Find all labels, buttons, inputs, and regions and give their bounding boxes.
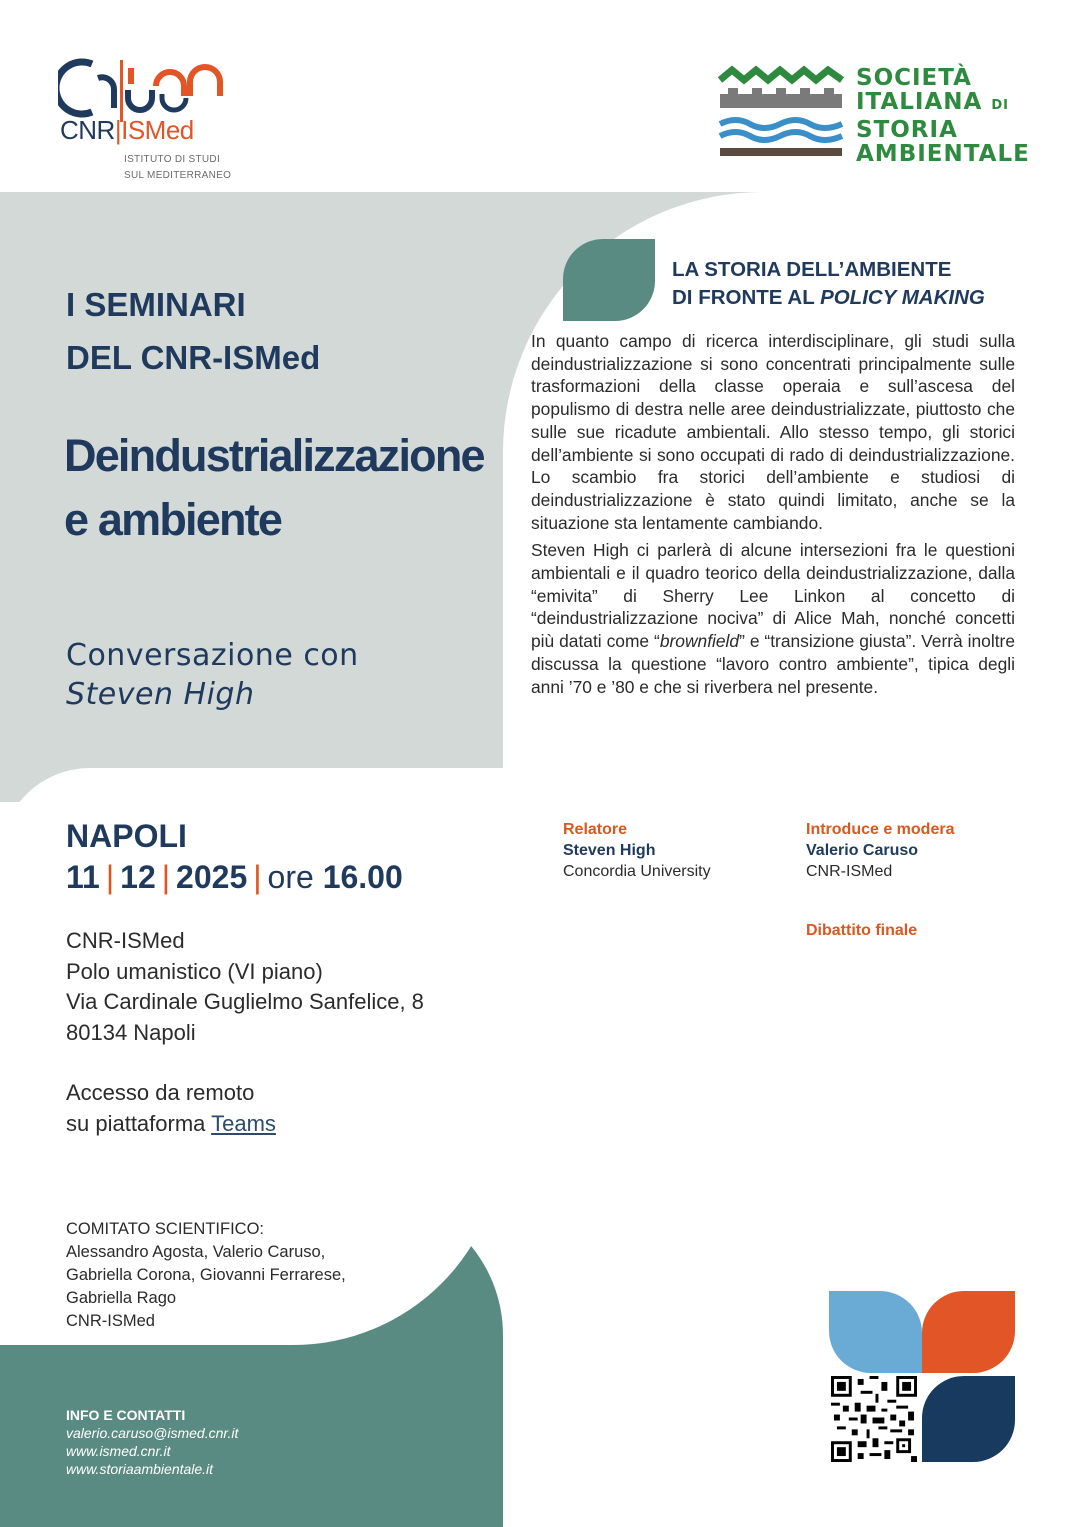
committee-line: CNR-ISMed bbox=[66, 1312, 155, 1330]
contact-site-link-1[interactable]: www.ismed.cnr.it bbox=[66, 1443, 171, 1459]
sisa-line-2-small: DI bbox=[991, 98, 1009, 113]
committee-line: Gabriella Rago bbox=[66, 1289, 177, 1307]
cnr-logo-left-text: CNR bbox=[60, 115, 115, 145]
decorative-orange-tile bbox=[922, 1291, 1015, 1373]
event-address bbox=[66, 926, 424, 1048]
section-heading-line-1: LA STORIA DELL’AMBIENTE bbox=[672, 258, 952, 281]
decorative-navy-tile bbox=[922, 1376, 1015, 1462]
address-line: CNR-ISMed bbox=[66, 928, 185, 953]
event-time-prefix: ore bbox=[267, 859, 314, 895]
section-heading bbox=[672, 256, 985, 312]
committee-line: Alessandro Agosta, Valerio Caruso, bbox=[66, 1243, 326, 1261]
address-line: Via Cardinale Guglielmo Sanfelice, 8 bbox=[66, 989, 424, 1014]
teams-link[interactable]: Teams bbox=[211, 1110, 276, 1136]
decorative-blue-tile bbox=[829, 1291, 922, 1373]
section-heading-line-2-italic: POLICY MAKING bbox=[820, 286, 985, 309]
contact-email-link[interactable]: valerio.caruso@ismed.cnr.it bbox=[66, 1425, 239, 1441]
contacts-block bbox=[66, 1406, 238, 1478]
cnr-logo-subtitle-1: ISTITUTO DI STUDI bbox=[124, 154, 221, 165]
section-body bbox=[531, 330, 1015, 703]
moderator-block bbox=[806, 819, 954, 882]
remote-line-1: Accesso da remoto bbox=[66, 1080, 255, 1105]
remote-access bbox=[66, 1078, 276, 1139]
event-time: 16.00 bbox=[322, 859, 403, 895]
closing-debate: Dibattito finale bbox=[806, 922, 918, 939]
event-title-line-1: Deindustrializzazione bbox=[64, 430, 484, 481]
brownfield-term: brownfield bbox=[659, 631, 740, 652]
scientific-committee bbox=[66, 1218, 346, 1333]
moderator-org: CNR-ISMed bbox=[806, 863, 893, 880]
series-title bbox=[66, 278, 320, 384]
event-title-line-2: e ambiente bbox=[64, 494, 282, 545]
cnr-logo-right-text: ISMed bbox=[121, 115, 194, 145]
event-month: 12 bbox=[120, 859, 156, 895]
cnr-logo-subtitle-2: SUL MEDITERRANEO bbox=[124, 170, 232, 181]
event-day: 11 bbox=[66, 859, 100, 895]
conversation-line bbox=[66, 636, 359, 714]
accent-leaf-shape bbox=[563, 239, 655, 321]
speaker-block bbox=[563, 819, 711, 882]
sisa-line-4: AMBIENTALE bbox=[856, 141, 1030, 167]
moderator-name: Valerio Caruso bbox=[806, 842, 919, 859]
remote-line-2-prefix: su piattaforma bbox=[66, 1110, 206, 1136]
event-date-time: 11 | 12 | 2025 | ore 16.00 bbox=[66, 859, 403, 895]
section-paragraph-2: Steven High ci parlerà di alcune intersezioni fra le questioni ambientali e il quadro teorico della deindustrializzazione, dalla “emivita” di Sherry Lee Linkon al concetto di “deindustrializzazione nociva” di Alice Mah, nonché concetti più datati come “brownfield” e “transizione giusta”. Verrà inoltre discussa la questione “lavoro contro ambiente”, tipica degli anni ’70 e ’80 e che si riverbera nel presente. bbox=[531, 540, 1016, 697]
cnr-ismed-logo: CNR|ISMed ISTITUTO DI STUDI SUL MEDITERRANEO bbox=[58, 56, 258, 186]
committee-line: Gabriella Corona, Giovanni Ferrarese, bbox=[66, 1266, 346, 1284]
sisa-logo bbox=[718, 64, 1030, 167]
sisa-logo-mark-icon bbox=[718, 64, 846, 160]
speaker-org: Concordia University bbox=[563, 863, 711, 880]
moderator-role: Introduce e modera bbox=[806, 821, 955, 838]
sisa-line-1: SOCIETÀ bbox=[856, 65, 972, 91]
address-line: Polo umanistico (VI piano) bbox=[66, 958, 323, 984]
conversation-speaker: Steven High bbox=[66, 677, 255, 712]
sisa-line-2: ITALIANA bbox=[856, 89, 983, 115]
contacts-title: INFO E CONTATTI bbox=[66, 1407, 186, 1423]
sisa-line-3: STORIA bbox=[856, 117, 958, 143]
series-title-line-2: DEL CNR-ISMed bbox=[66, 339, 321, 376]
address-line: 80134 Napoli bbox=[66, 1019, 196, 1045]
conversation-prefix: Conversazione con bbox=[66, 638, 359, 673]
speaker-name: Steven High bbox=[563, 842, 656, 859]
section-heading-line-2-prefix: DI FRONTE AL bbox=[672, 286, 815, 309]
event-year: 2025 bbox=[176, 859, 248, 895]
qr-code-icon[interactable] bbox=[831, 1376, 917, 1462]
series-title-line-1: I SEMINARI bbox=[66, 286, 246, 323]
event-title bbox=[64, 424, 484, 552]
contact-site-link-2[interactable]: www.storiaambientale.it bbox=[66, 1461, 214, 1477]
committee-title: COMITATO SCIENTIFICO: bbox=[66, 1220, 264, 1238]
event-city: NAPOLI bbox=[66, 818, 187, 854]
section-paragraph-1: In quanto campo di ricerca interdisciplinare, gli studi sulla deindustrializzazione si sono concentrati principalmente sulle trasformazioni della classe operaia e sull’ascesa del populismo di destra nelle aree deindustrializzate, piuttosto che sulle sue ricadute ambientali. Allo stesso tempo, gli storici dell’ambiente si sono occupati di rado di deindustrializzazione. Lo scambio fra storici dell’ambiente e studiosi di deindustrializzazione è stato quindi limitato, anche se la situazione sta lentamente cambiando. bbox=[531, 331, 1015, 533]
speaker-role: Relatore bbox=[563, 821, 628, 838]
